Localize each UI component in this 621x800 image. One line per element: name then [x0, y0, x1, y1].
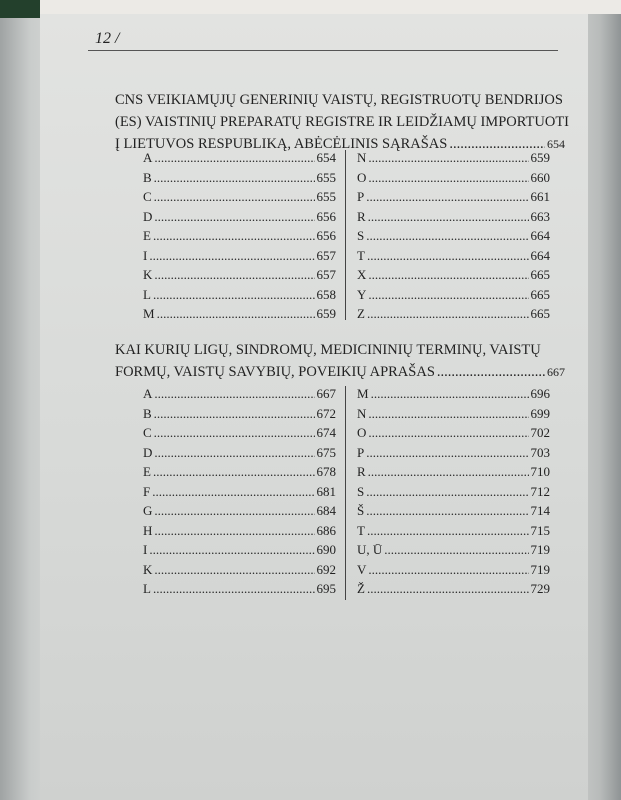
column-divider — [345, 386, 346, 600]
index-entry — [143, 521, 336, 541]
entry-letter: Š — [357, 503, 365, 518]
index-entry — [143, 226, 336, 246]
index-entry — [357, 285, 550, 305]
index-entry — [143, 304, 336, 324]
index-entry — [357, 187, 550, 207]
entry-page: 719 — [530, 561, 550, 577]
index-entry — [357, 265, 550, 285]
entry-page: 702 — [530, 425, 550, 440]
entry-page: 710 — [530, 464, 550, 479]
entry-page: 659 — [530, 150, 550, 165]
entry-page: 712 — [530, 483, 550, 499]
title-line: FORMŲ, VAISTŲ SAVYBIŲ, POVEIKIŲ APRAŠAS — [115, 364, 435, 380]
entry-letter: L — [143, 581, 151, 596]
index-entry — [143, 579, 336, 599]
entry-page: 681 — [316, 483, 336, 499]
entry-page: 663 — [530, 208, 550, 224]
entry-page: 715 — [530, 522, 550, 538]
index-entry — [357, 423, 550, 443]
index-entry — [143, 462, 336, 482]
index-entry — [357, 168, 550, 188]
index-entry — [143, 207, 336, 227]
index-entry — [357, 540, 550, 560]
entry-page: 729 — [530, 581, 550, 596]
index-entry — [143, 540, 336, 560]
index-entry — [143, 423, 336, 443]
index-entry — [143, 560, 336, 580]
entry-letter: M — [143, 306, 155, 321]
entry-page: 714 — [530, 503, 550, 518]
index-entry — [143, 168, 336, 188]
entry-letter: K — [143, 561, 153, 577]
index-entry — [357, 207, 550, 227]
entry-page: 695 — [316, 581, 336, 596]
entry-page: 667 — [316, 386, 336, 401]
entry-page: 655 — [316, 169, 336, 185]
entry-page: 656 — [316, 208, 336, 224]
entry-letter: U, Ū — [357, 542, 383, 557]
entry-page: 684 — [316, 503, 336, 518]
entry-letter: A — [143, 150, 153, 165]
index-entry — [143, 148, 336, 168]
index-entry — [143, 482, 336, 502]
index-entry — [357, 226, 550, 246]
entry-letter: P — [357, 189, 365, 204]
entry-letter: R — [357, 464, 366, 479]
previous-page-edge — [40, 0, 621, 14]
entry-letter: O — [357, 425, 367, 440]
entry-letter: H — [143, 522, 153, 538]
entry-page: 699 — [530, 405, 550, 421]
entry-letter: C — [143, 425, 152, 440]
entry-letter: R — [357, 208, 366, 224]
page-number: 12 / — [95, 30, 120, 47]
index-entry — [357, 482, 550, 502]
entry-letter: B — [143, 405, 152, 421]
index-entry — [143, 285, 336, 305]
entry-letter: S — [357, 228, 365, 243]
entry-letter: M — [357, 386, 369, 401]
section2-right-column — [357, 384, 550, 599]
entry-page: 665 — [530, 306, 550, 321]
column-divider — [345, 150, 346, 320]
index-entry — [143, 265, 336, 285]
section1-right-column — [357, 148, 550, 324]
entry-letter: N — [357, 150, 367, 165]
entry-page: 674 — [316, 425, 336, 440]
index-entry — [357, 501, 550, 521]
entry-page: 665 — [530, 286, 550, 302]
header-rule — [88, 50, 558, 51]
entry-letter: G — [143, 503, 153, 518]
section-page: 667 — [547, 365, 565, 379]
section2-title — [115, 339, 565, 383]
entry-letter: V — [357, 561, 367, 577]
index-entry — [357, 560, 550, 580]
entry-page: 664 — [530, 247, 550, 263]
entry-letter: Z — [357, 306, 365, 321]
entry-letter: T — [357, 522, 365, 538]
entry-page: 659 — [316, 306, 336, 321]
entry-page: 690 — [316, 542, 336, 557]
index-entry — [143, 246, 336, 266]
entry-letter: A — [143, 386, 153, 401]
entry-page: 658 — [316, 286, 336, 302]
index-entry — [143, 404, 336, 424]
entry-page: 672 — [316, 405, 336, 421]
title-line: Į LIETUVOS RESPUBLIKĄ, ABĖCĖLINIS SĄRAŠAS — [115, 136, 448, 152]
entry-letter: I — [143, 542, 148, 557]
entry-page: 665 — [530, 267, 550, 282]
entry-letter: I — [143, 247, 148, 263]
entry-page: 696 — [530, 386, 550, 401]
entry-letter: N — [357, 405, 367, 421]
entry-letter: T — [357, 247, 365, 263]
section1-title — [115, 89, 570, 155]
entry-letter: K — [143, 267, 153, 282]
book-cover-edge — [0, 0, 40, 18]
title-line: KAI KURIŲ LIGŲ, SINDROMŲ, MEDICININIŲ TERMINŲ, VAISTŲ — [115, 342, 541, 358]
index-entry — [357, 404, 550, 424]
index-entry — [357, 579, 550, 599]
index-entry — [357, 443, 550, 463]
index-entry — [357, 304, 550, 324]
entry-letter: S — [357, 483, 365, 499]
index-entry — [143, 187, 336, 207]
entry-page: 692 — [316, 561, 336, 577]
title-line: CNS VEIKIAMŲJŲ GENERINIŲ VAISTŲ, REGISTRUOTŲ BENDRIJOS — [115, 92, 563, 108]
index-entry — [143, 384, 336, 404]
title-line: (ES) VAISTINIŲ PREPARATŲ REGISTRE IR LEIDŽIAMŲ IMPORTUOTI — [115, 114, 570, 130]
entry-letter: C — [143, 189, 152, 204]
index-entry — [357, 148, 550, 168]
index-entry — [357, 384, 550, 404]
entry-page: 661 — [530, 189, 550, 204]
entry-letter: E — [143, 228, 151, 243]
section1-left-column — [143, 148, 336, 324]
entry-page: 678 — [316, 464, 336, 479]
entry-letter: O — [357, 169, 367, 185]
entry-page: 703 — [530, 444, 550, 460]
entry-page: 686 — [316, 522, 336, 538]
entry-letter: E — [143, 464, 151, 479]
entry-letter: D — [143, 208, 153, 224]
entry-page: 656 — [316, 228, 336, 243]
entry-letter: X — [357, 267, 367, 282]
entry-page: 657 — [316, 267, 336, 282]
entry-page: 664 — [530, 228, 550, 243]
entry-letter: Y — [357, 286, 367, 302]
index-entry — [143, 501, 336, 521]
index-entry — [357, 521, 550, 541]
entry-page: 719 — [530, 542, 550, 557]
entry-letter: D — [143, 444, 153, 460]
entry-page: 675 — [316, 444, 336, 460]
entry-page: 660 — [530, 169, 550, 185]
entry-letter: B — [143, 169, 152, 185]
section-page: 654 — [547, 137, 565, 151]
index-entry — [143, 443, 336, 463]
entry-letter: Ž — [357, 581, 365, 596]
entry-page: 655 — [316, 189, 336, 204]
entry-letter: F — [143, 483, 151, 499]
index-entry — [357, 246, 550, 266]
index-entry — [357, 462, 550, 482]
section2-left-column — [143, 384, 336, 599]
entry-letter: L — [143, 286, 151, 302]
entry-page: 654 — [316, 150, 336, 165]
entry-letter: P — [357, 444, 365, 460]
entry-page: 657 — [316, 247, 336, 263]
